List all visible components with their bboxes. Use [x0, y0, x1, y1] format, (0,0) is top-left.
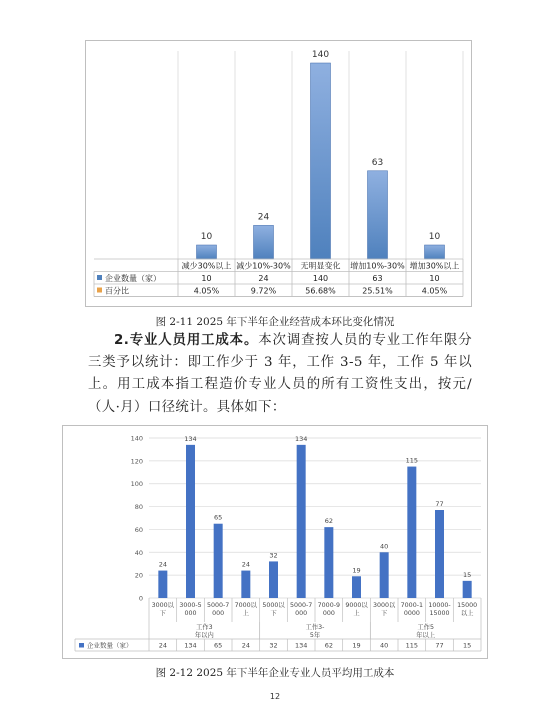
bar [380, 552, 389, 598]
table-cell: 140 [312, 273, 329, 283]
x-tick-label: 5000以下 [262, 602, 285, 617]
data-label: 15 [463, 570, 472, 579]
data-label: 10 [428, 232, 441, 242]
data-label: 24 [241, 560, 250, 569]
bar [407, 467, 416, 598]
bar [324, 527, 333, 598]
paragraph-text: 本次调查按人员的专业工作年限分三类予以统计：即工作少于 3 年，工作 3-5 年，工作 5 年以上。用工成本指工程造价专业人员的所有工资性支出，按元/（人·月）口径统计。具体如下： [88, 333, 472, 415]
bar [435, 510, 444, 598]
table-cell: 10 [201, 273, 212, 283]
labor-cost-chart-svg [63, 426, 487, 658]
table-cell: 24 [158, 641, 167, 650]
data-label: 24 [257, 212, 270, 223]
table-cell: 62 [324, 641, 333, 650]
figure-2-11-caption: 图 2-11 2025 年下半年企业经营成本环比变化情况 [155, 316, 395, 328]
x-tick-label: 10000-15000 [428, 602, 451, 617]
y-tick-label: 140 [130, 434, 143, 443]
table-cell: 77 [435, 641, 444, 650]
data-label: 24 [158, 560, 167, 569]
bar [368, 171, 388, 259]
y-tick-label: 60 [134, 525, 143, 534]
table-cell: 4.05% [421, 286, 448, 296]
data-label: 63 [371, 157, 384, 168]
labor-cost-chart [62, 425, 488, 659]
legend-swatch [97, 288, 102, 293]
bar [352, 576, 361, 598]
x-tick-label: 5000-7 000 [290, 602, 313, 617]
x-tick-label: 9000以上 [345, 602, 368, 617]
bar [311, 63, 331, 259]
category-label: 增加30%以上 [409, 261, 460, 271]
table-cell: 65 [214, 641, 223, 650]
bar [254, 225, 274, 259]
table-cell: 134 [184, 641, 197, 650]
table-row-label: 企业数量（家） [87, 641, 133, 650]
data-label: 134 [294, 434, 308, 443]
bar [463, 581, 472, 598]
data-label: 32 [269, 551, 278, 560]
table-cell: 134 [294, 641, 308, 650]
group-label: 工作3-5年 [305, 624, 325, 639]
data-label: 10 [200, 232, 213, 242]
category-label: 减少10%-30% [236, 261, 291, 271]
data-label: 115 [405, 456, 419, 465]
legend-swatch [79, 643, 84, 648]
table-cell: 15 [463, 641, 472, 650]
x-tick-label: 7000以上 [234, 602, 257, 617]
y-tick-label: 100 [130, 480, 143, 489]
y-tick-label: 0 [138, 594, 143, 603]
data-label: 62 [324, 517, 333, 526]
group-label: 工作3 年以内 [194, 624, 214, 639]
bar [269, 561, 278, 598]
y-tick-label: 120 [130, 457, 143, 466]
cost-change-chart [85, 40, 472, 307]
bar [158, 571, 167, 598]
figure-2-12-caption: 图 2-12 2025 年下半年企业专业人员平均用工成本 [155, 667, 395, 679]
y-tick-label: 20 [134, 571, 143, 580]
table-cell: 24 [258, 273, 269, 283]
bar [214, 524, 223, 598]
table-cell: 10 [429, 273, 440, 283]
table-cell: 19 [352, 641, 361, 650]
table-cell: 4.05% [193, 286, 220, 296]
data-label: 134 [184, 434, 197, 443]
table-cell: 115 [405, 641, 419, 650]
bar [241, 571, 250, 598]
data-label: 140 [311, 50, 330, 60]
legend-swatch [97, 275, 102, 280]
category-label: 减少30%以上 [181, 261, 232, 271]
x-tick-label: 5000-7 000 [207, 602, 230, 617]
y-tick-label: 80 [134, 503, 143, 512]
data-label: 65 [214, 513, 223, 522]
table-cell: 63 [372, 273, 383, 283]
bar [186, 445, 195, 598]
table-cell: 40 [380, 641, 389, 650]
data-label: 77 [435, 500, 444, 508]
body-paragraph [88, 330, 472, 419]
group-label: 工作5 年以上 [416, 624, 436, 639]
x-tick-label: 15000 以上 [457, 602, 478, 617]
table-row-label: 企业数量（家） [105, 273, 161, 283]
table-cell: 32 [269, 641, 278, 650]
data-label: 40 [380, 542, 389, 551]
table-cell: 25.51% [362, 286, 393, 296]
section-heading: 2.专业人员用工成本。 [114, 333, 259, 348]
bar [425, 245, 445, 259]
page-number: 12 [269, 692, 281, 701]
data-label: 19 [352, 566, 361, 575]
y-tick-label: 40 [134, 548, 143, 557]
x-tick-label: 7000-9 000 [317, 602, 340, 617]
table-row-label: 百分比 [105, 286, 129, 296]
cost-change-chart-svg [86, 41, 471, 306]
x-tick-label: 7000-1 0000 [400, 602, 423, 617]
bar [297, 445, 306, 598]
table-cell: 9.72% [250, 286, 277, 296]
bar [197, 245, 217, 259]
category-label: 无明显变化 [300, 261, 341, 271]
x-tick-label: 3000-5 000 [179, 602, 202, 617]
x-tick-label: 3000以下 [151, 602, 174, 617]
x-tick-label: 3000以下 [373, 602, 396, 617]
table-cell: 56.68% [305, 286, 336, 296]
table-cell: 24 [241, 641, 250, 650]
category-label: 增加10%-30% [350, 261, 405, 271]
